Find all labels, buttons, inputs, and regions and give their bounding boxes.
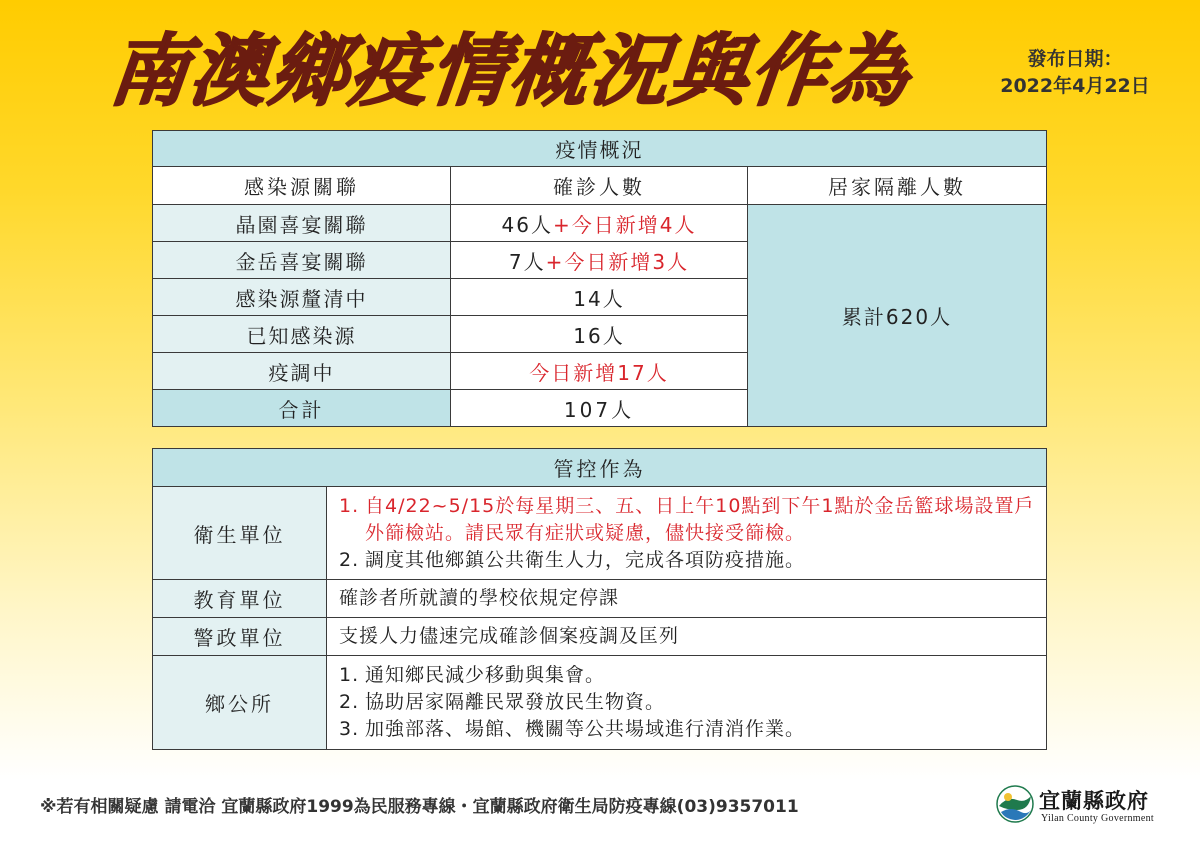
page-title: 南澳鄉疫情概況與作為: [105, 27, 915, 117]
contact-note: ※若有相關疑慮 請電洽 宜蘭縣政府1999為民服務專線・宜蘭縣政府衛生局防疫專線(03)9357011: [40, 797, 799, 817]
row-source: 晶園喜宴關聯: [153, 205, 451, 242]
unit-education: 教育單位: [153, 580, 327, 618]
column-header-source: 感染源關聯: [153, 167, 451, 205]
list-item: [339, 662, 1046, 689]
item-text: 自4/22~5/15於每星期三、五、日上午10點到下午1點於金岳籃球場設置戶外篩檢站。請民眾有症狀或疑慮，儘快接受篩檢。: [365, 494, 1035, 544]
count-new: +今日新增4人: [552, 212, 697, 237]
yilan-county-logo: [995, 784, 1165, 828]
row-count: [451, 316, 748, 353]
police-measure: 支援人力儘速完成確診個案疫調及匡列: [327, 618, 1047, 656]
row-source: 金岳喜宴關聯: [153, 242, 451, 279]
logo-name: 宜蘭縣政府: [1039, 788, 1149, 813]
unit-police: 警政單位: [153, 618, 327, 656]
situation-table: [152, 130, 1047, 427]
list-item: [339, 689, 1046, 716]
row-source: 疫調中: [153, 353, 451, 390]
count-new: +今日新增3人: [545, 249, 690, 274]
measure-row-health: [153, 487, 1047, 580]
item-number: 1.: [339, 664, 360, 686]
count-value: 16人: [573, 323, 625, 348]
publish-date: [975, 46, 1175, 100]
item-text: 調度其他鄉鎮公共衛生人力，完成各項防疫措施。: [365, 548, 806, 571]
publish-date-label: 發布日期：: [1027, 48, 1123, 70]
row-count: [451, 242, 748, 279]
item-text: 協助居家隔離民眾發放民生物資。: [365, 691, 666, 713]
logo-english-name: Yilan County Government: [1041, 813, 1154, 824]
count-value: 14人: [573, 286, 625, 311]
publish-date-value: 2022年4月22日: [1000, 75, 1150, 97]
measure-row-education: [153, 580, 1047, 618]
item-number: 1.: [339, 494, 360, 517]
measures-header: 管控作為: [153, 449, 1047, 487]
item-number: 2.: [339, 691, 360, 713]
column-header-quarantine: 居家隔離人數: [748, 167, 1047, 205]
row-source: 已知感染源: [153, 316, 451, 353]
list-item: [339, 547, 1046, 574]
count-value: 7人: [508, 249, 546, 274]
education-measure: 確診者所就讀的學校依規定停課: [327, 580, 1047, 618]
item-number: 2.: [339, 548, 360, 571]
township-measures: [327, 656, 1047, 750]
count-value: 46人: [501, 212, 553, 237]
measures-table: [152, 448, 1047, 750]
situation-header: 疫情概況: [153, 131, 1047, 167]
quarantine-total: 累計620人: [748, 205, 1047, 427]
item-text: 通知鄉民減少移動與集會。: [365, 664, 606, 686]
item-text: 加強部落、場館、機關等公共場域進行清消作業。: [365, 718, 806, 740]
measure-row-township: [153, 656, 1047, 750]
list-item: [339, 716, 1046, 743]
row-count: [451, 353, 748, 390]
table-row: [153, 205, 1047, 242]
unit-health: 衛生單位: [153, 487, 327, 580]
total-label: 合計: [153, 390, 451, 427]
total-count: 107人: [451, 390, 748, 427]
yilan-county-emblem-icon: [995, 784, 1035, 824]
row-source: 感染源釐清中: [153, 279, 451, 316]
column-header-confirmed: 確診人數: [451, 167, 748, 205]
row-count: [451, 279, 748, 316]
row-count: [451, 205, 748, 242]
measure-row-police: [153, 618, 1047, 656]
unit-township: 鄉公所: [153, 656, 327, 750]
item-number: 3.: [339, 718, 360, 740]
list-item: [339, 493, 1046, 547]
health-measures: [327, 487, 1047, 580]
count-new: 今日新增17人: [529, 360, 669, 385]
